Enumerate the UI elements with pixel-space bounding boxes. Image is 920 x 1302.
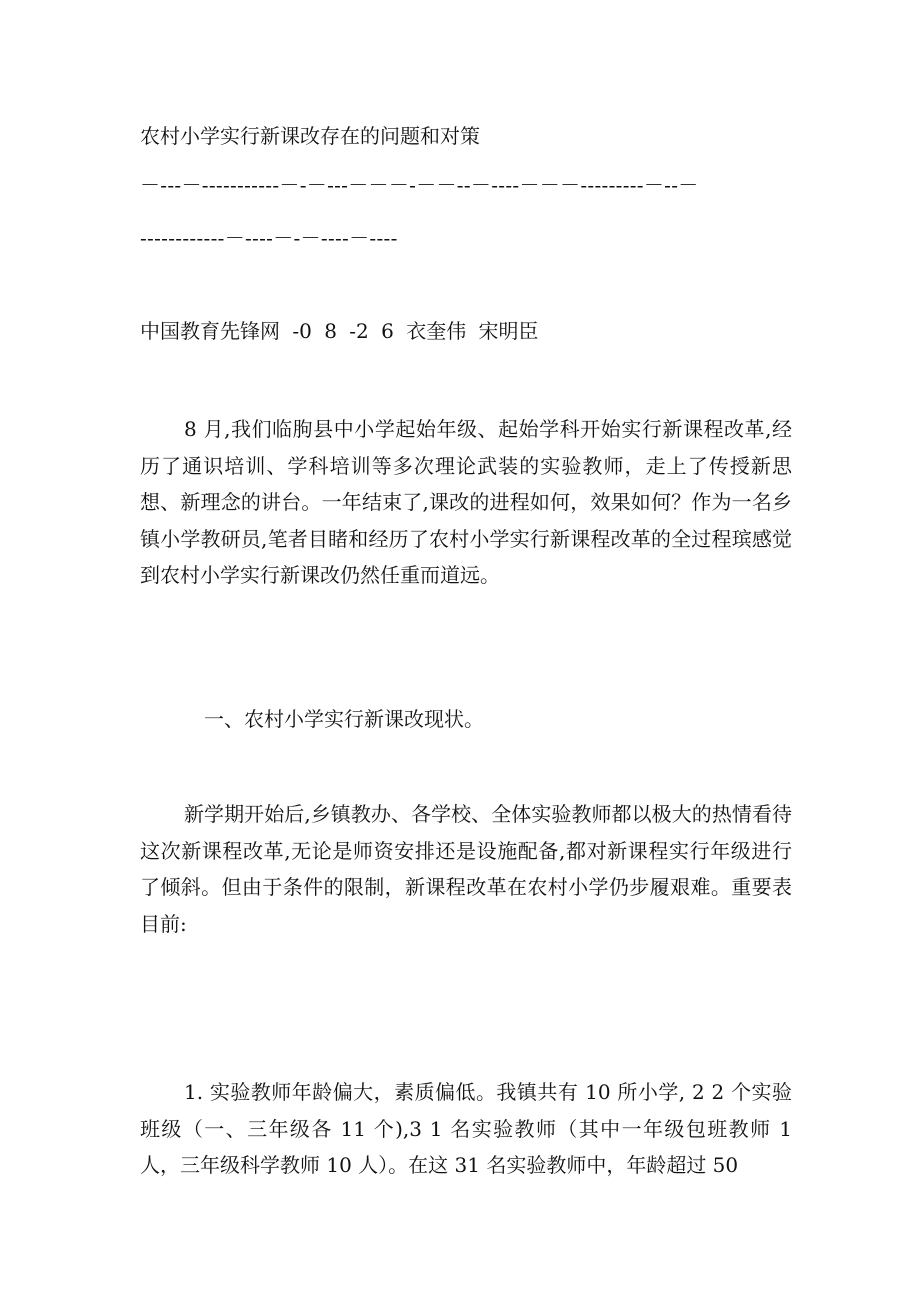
dashed-rule-line-2: ------------－----－-－----－----	[140, 226, 398, 250]
byline: 中国教育先锋网 -0 8 -2 6 衣奎伟 宋明臣	[140, 319, 539, 343]
intro-paragraph: 8 月,我们临朐县中小学起始年级、起始学科开始实行新课程改革,经历了通识培训、学科培训等多次理论武装的实验教师，走上了传授新思想、新理念的讲台。一年结束了,课改的进程如何，效果如何？作为一名乡镇小学教研员,笔者目睹和经历了农村小学实行新课程改革的全过程瑸感觉到农村小学实行新课改仍然任重而道远。	[140, 417, 792, 587]
section-paragraph: 新学期开始后,乡镇教办、各学校、全体实验教师都以极大的热情看待这次新课程改革,无论是师资安排还是设施配备,都对新课程实行年级进行了倾斜。但由于条件的限制，新课程改革在农村小学仍步履艰难。重要表目前:	[140, 802, 792, 936]
document-title: 农村小学实行新课改存在的问题和对策	[140, 124, 480, 148]
list-item-paragraph: 1. 实验教师年龄偏大，素质偏低。我镇共有 10 所小学, 2 2 个实验班级（一、三年级各 11 个),3 1 名实验教师（其中一年级包班教师 1 人，三年级科学教师 10 人）。在这 31 名实验教师中，年龄超过 50	[140, 1080, 792, 1177]
section-heading: 一、农村小学实行新课改现状。	[204, 707, 484, 731]
dashed-rule-line-1: －---－-----------－-－---－－－-－－--－----－－－---------－--－	[140, 173, 699, 197]
